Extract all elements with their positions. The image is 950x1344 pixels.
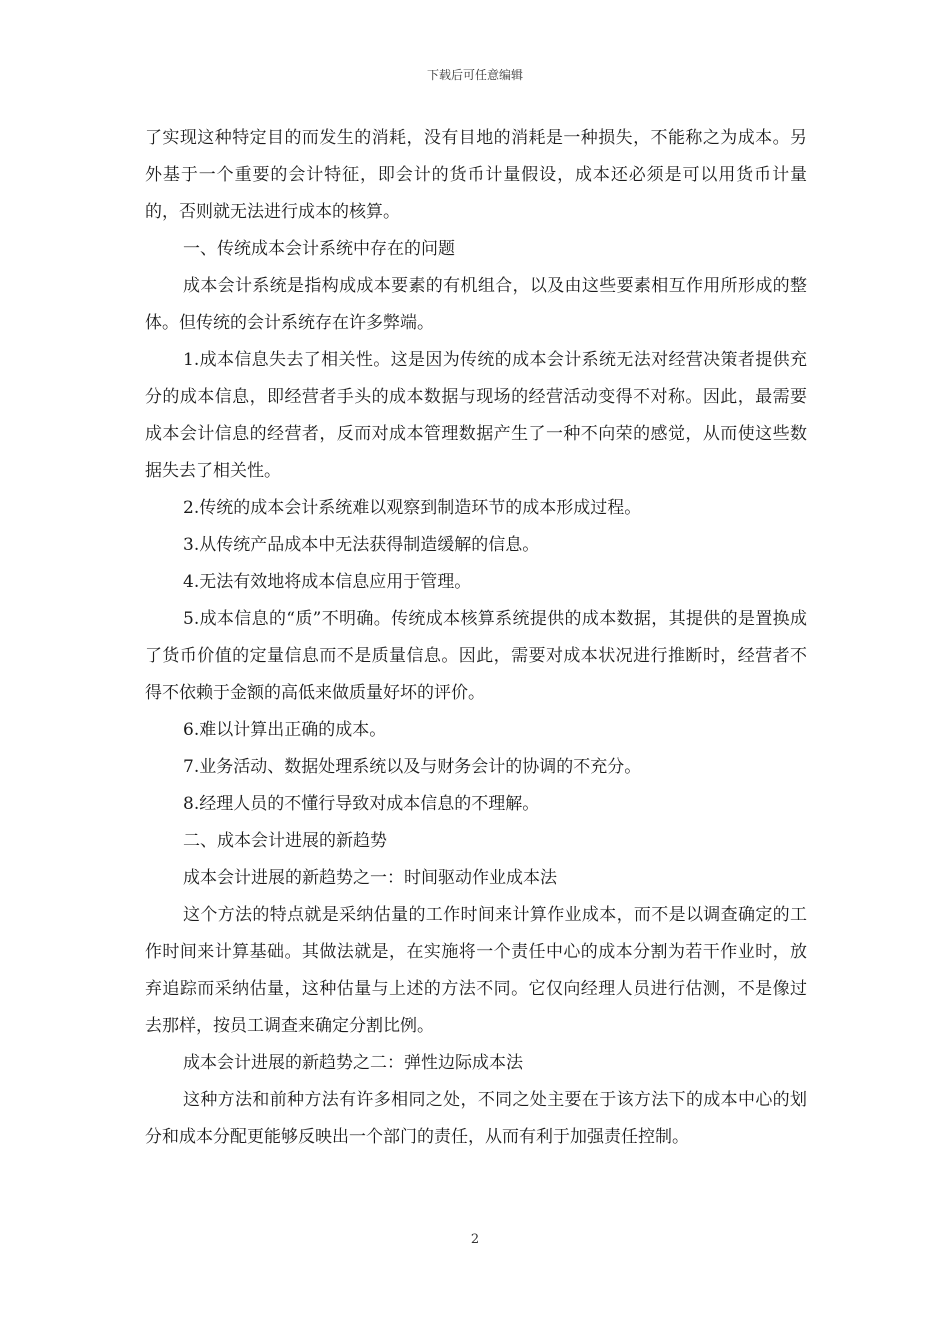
section-heading-2: 二、成本会计进展的新趋势	[183, 831, 387, 851]
list-item-7: 7.业务活动、数据处理系统以及与财务会计的协调的不充分。	[183, 757, 642, 777]
list-item-1: 1.成本信息失去了相关性。这是因为传统的成本会计系统无法对经营决策者提供充分的成本信息，即经营者手头的成本数据与现场的经营活动变得不对称。因此，最需要成本会计信息的经营者，反而对成本管理数据产生了一种不向荣的感觉，从而使这些数据失去了相关性。	[145, 350, 807, 481]
subheading-trend-1: 成本会计进展的新趋势之一：时间驱动作业成本法	[183, 868, 557, 888]
paragraph-continuation: 了实现这种特定目的而发生的消耗，没有目地的消耗是一种损失，不能称之为成本。另外基于一个重要的会计特征，即会计的货币计量假设，成本还必须是可以用货币计量的，否则就无法进行成本的核算。	[145, 128, 807, 222]
paragraph: 这个方法的特点就是采纳估量的工作时间来计算作业成本，而不是以调查确定的工作时间来计算基础。其做法就是，在实施将一个责任中心的成本分割为若干作业时，放弃追踪而采纳估量，这种估量与上述的方法不同。它仅向经理人员进行估测，不是像过去那样，按员工调查来确定分割比例。	[145, 905, 807, 1036]
section-heading-1: 一、传统成本会计系统中存在的问题	[183, 239, 455, 259]
page-header: 下载后可任意编辑	[426, 68, 523, 82]
list-item-5: 5.成本信息的“质”不明确。传统成本核算系统提供的成本数据，其提供的是置换成了货币价值的定量信息而不是质量信息。因此，需要对成本状况进行推断时，经营者不得不依赖于金额的高低来做质量好坏的评价。	[145, 609, 807, 703]
paragraph: 成本会计系统是指构成成本要素的有机组合，以及由这些要素相互作用所形成的整体。但传统的会计系统存在许多弊端。	[145, 276, 807, 333]
list-item-4: 4.无法有效地将成本信息应用于管理。	[183, 572, 472, 592]
list-item-6: 6.难以计算出正确的成本。	[183, 720, 387, 740]
page-number: 2	[470, 1232, 480, 1247]
list-item-8: 8.经理人员的不懂行导致对成本信息的不理解。	[183, 794, 540, 814]
list-item-2: 2.传统的成本会计系统难以观察到制造环节的成本形成过程。	[183, 498, 642, 518]
paragraph: 这种方法和前种方法有许多相同之处，不同之处主要在于该方法下的成本中心的划分和成本分配更能够反映出一个部门的责任，从而有利于加强责任控制。	[145, 1090, 807, 1147]
list-item-3: 3.从传统产品成本中无法获得制造缓解的信息。	[183, 535, 540, 555]
subheading-trend-2: 成本会计进展的新趋势之二：弹性边际成本法	[183, 1053, 523, 1073]
document-body	[145, 120, 807, 1156]
